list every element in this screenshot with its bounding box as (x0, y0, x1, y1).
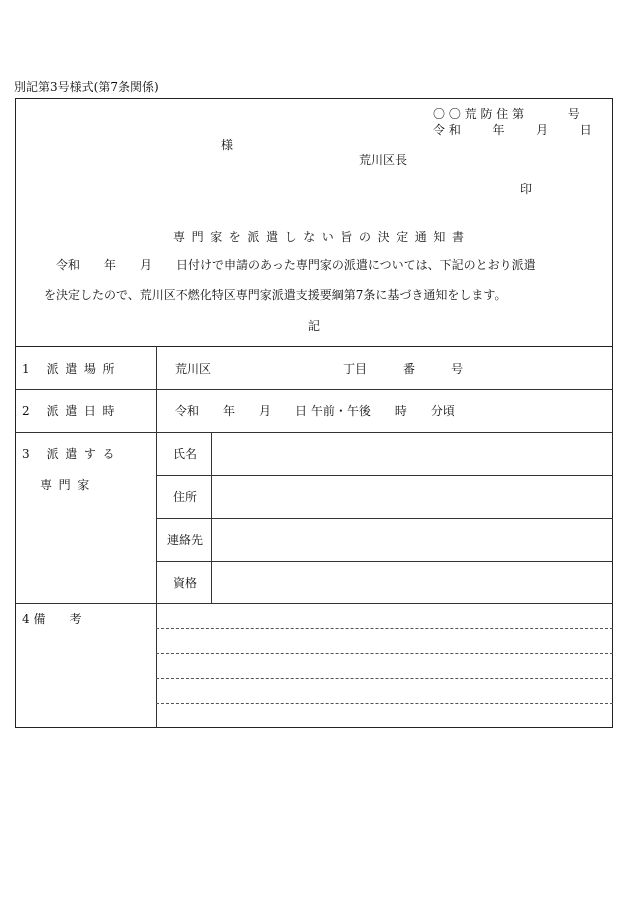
expert-field-name: 氏名 (173, 447, 198, 461)
label-column-divider (156, 346, 157, 728)
datetime-label: 2 派遣日時 (22, 404, 122, 418)
expert-field-qualification: 資格 (173, 576, 198, 590)
expert-label-line-1: 3 派遣する (22, 447, 122, 461)
body-line-2: を決定したので、荒川区不燃化特区専門家派遣支援要綱第7条に基づき通知をします。 (44, 288, 507, 302)
expert-field-contact: 連絡先 (167, 533, 204, 547)
body-line-1: 令和 年 月 日付けで申請のあった専門家の派遣については、下記のとおり派遣 (56, 258, 536, 272)
remarks-line-1 (156, 628, 613, 629)
ki-heading: 記 (308, 319, 321, 333)
datetime-value: 令和 年 月 日 午前・午後 時 分頃 (175, 404, 455, 418)
expert-row-divider-1 (156, 475, 613, 476)
place-value: 荒川区 丁目 番 号 (175, 362, 464, 376)
remarks-label: 4 備 考 (22, 612, 82, 626)
expert-label-line-2: 専門家 (40, 478, 96, 492)
document-number: 〇 〇 荒 防 住 第 号 (433, 107, 580, 121)
row-divider-2 (15, 432, 613, 433)
place-label: 1 派遣場所 (22, 362, 122, 376)
remarks-line-4 (156, 703, 613, 704)
row-divider-1 (15, 389, 613, 390)
document-title: 専門家を派遣しない旨の決定通知書 (173, 230, 471, 244)
row-divider-3 (15, 603, 613, 604)
addressee-suffix: 様 (221, 138, 234, 152)
expert-row-divider-2 (156, 518, 613, 519)
expert-row-divider-3 (156, 561, 613, 562)
table-top-border (15, 346, 613, 347)
expert-field-address: 住所 (173, 490, 198, 504)
form-code-label: 別記第3号様式(第7条関係) (14, 80, 159, 94)
remarks-line-3 (156, 678, 613, 679)
issuer-name: 荒川区長 (359, 153, 408, 167)
document-date: 令 和 年 月 日 (433, 123, 592, 137)
seal-mark: 印 (520, 182, 533, 196)
remarks-line-2 (156, 653, 613, 654)
